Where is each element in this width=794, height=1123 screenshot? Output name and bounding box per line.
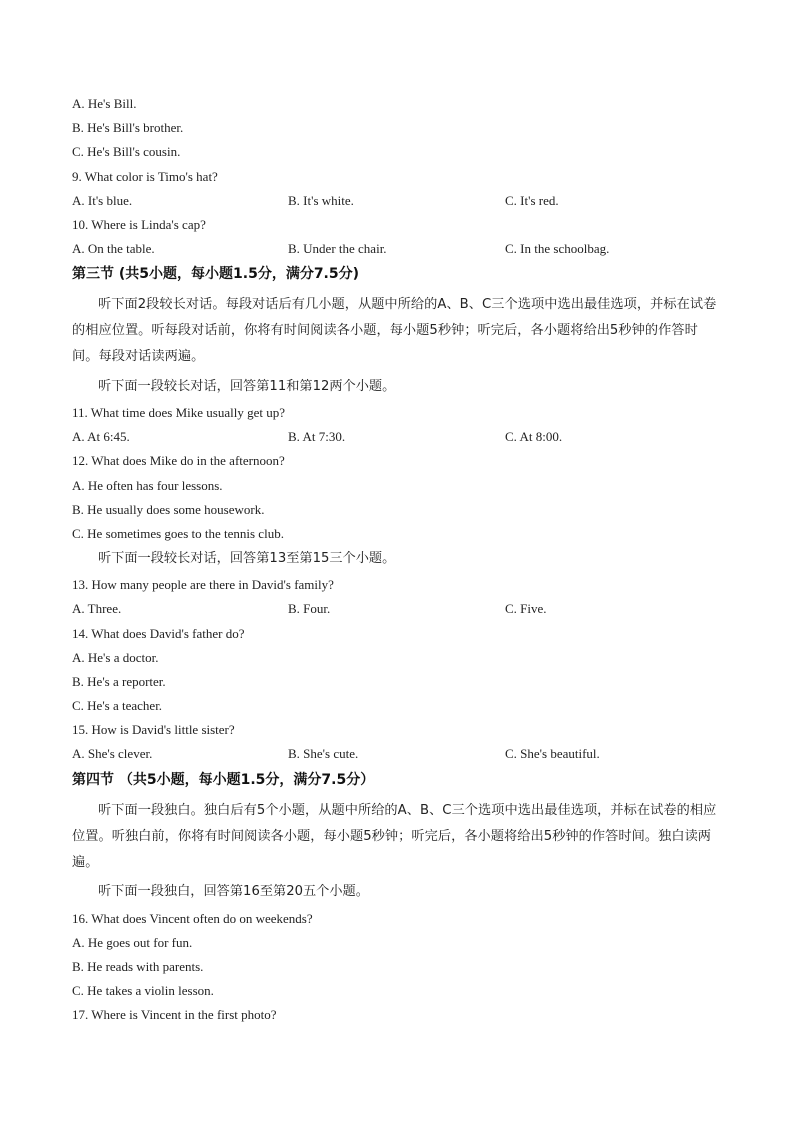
q9-option-b: B. It's white. [288,193,354,208]
q12-option-a: A. He often has four lessons. [72,478,223,493]
q13-question: 13. How many people are there in David's family? [72,577,334,592]
q16-question: 16. What does Vincent often do on weekends? [72,911,313,926]
q8-option-b: B. He's Bill's brother. [72,120,184,135]
q9-option-c: C. It's red. [505,193,559,208]
section3-paragraph: 听下面2段较长对话。每段对话后有几小题，从题中所给的A、B、C三个选项中选出最佳选项，并标在试卷的相应位置。听每段对话前，你将有时间阅读各小题，每小题5秒钟；听完后，各小题将给出5秒钟的作答时间。每段对话读两遍。 [72,297,717,364]
q14-option-b: B. He's a reporter. [72,674,166,689]
q13-option-b: B. Four. [288,601,331,616]
q13-option-a: A. Three. [72,601,122,616]
q14-question: 14. What does David's father do? [72,626,245,641]
section4-paragraph: 听下面一段独白。独白后有5个小题，从题中所给的A、B、C三个选项中选出最佳选项，并标在试卷的相应位置。听独白前，你将有时间阅读各小题，每小题5秒钟；听完后，各小题将给出5秒钟的作答时间。独白读两遍。 [72,803,717,870]
q11-option-c: C. At 8:00. [505,429,563,444]
q12-option-b: B. He usually does some housework. [72,502,265,517]
q16-option-b: B. He reads with parents. [72,959,204,974]
section3-instruction-2: 听下面一段较长对话，回答第13至第15三个小题。 [98,551,396,566]
q16-option-c: C. He takes a violin lesson. [72,983,214,998]
q16-option-a: A. He goes out for fun. [72,935,193,950]
q15-question: 15. How is David's little sister? [72,722,235,737]
q15-option-b: B. She's cute. [288,746,359,761]
q13-option-c: C. Five. [505,601,547,616]
q11-option-b: B. At 7:30. [288,429,346,444]
q10-question: 10. Where is Linda's cap? [72,217,206,232]
q12-option-c: C. He sometimes goes to the tennis club. [72,526,284,541]
q9-option-a: A. It's blue. [72,193,133,208]
q11-question: 11. What time does Mike usually get up? [72,405,286,420]
section4-instruction: 听下面一段独白，回答第16至第20五个小题。 [98,884,369,899]
q14-option-c: C. He's a teacher. [72,698,163,713]
q15-option-a: A. She's clever. [72,746,153,761]
q10-option-b: B. Under the chair. [288,241,387,256]
q17-question: 17. Where is Vincent in the first photo? [72,1007,277,1022]
section4-heading: 第四节 （共5小题，每小题1.5分，满分7.5分） [72,772,375,788]
q12-question: 12. What does Mike do in the afternoon? [72,453,285,468]
q10-option-a: A. On the table. [72,241,155,256]
q8-option-a: A. He's Bill. [72,96,137,111]
q15-option-c: C. She's beautiful. [505,746,600,761]
q11-option-a: A. At 6:45. [72,429,130,444]
q14-option-a: A. He's a doctor. [72,650,159,665]
section3-heading: 第三节 (共5小题，每小题1.5分，满分7.5分) [72,266,360,282]
q10-option-c: C. In the schoolbag. [505,241,610,256]
section3-instruction-1: 听下面一段较长对话，回答第11和第12两个小题。 [98,379,396,394]
q8-option-c: C. He's Bill's cousin. [72,144,181,159]
q9-question: 9. What color is Timo's hat? [72,169,218,184]
